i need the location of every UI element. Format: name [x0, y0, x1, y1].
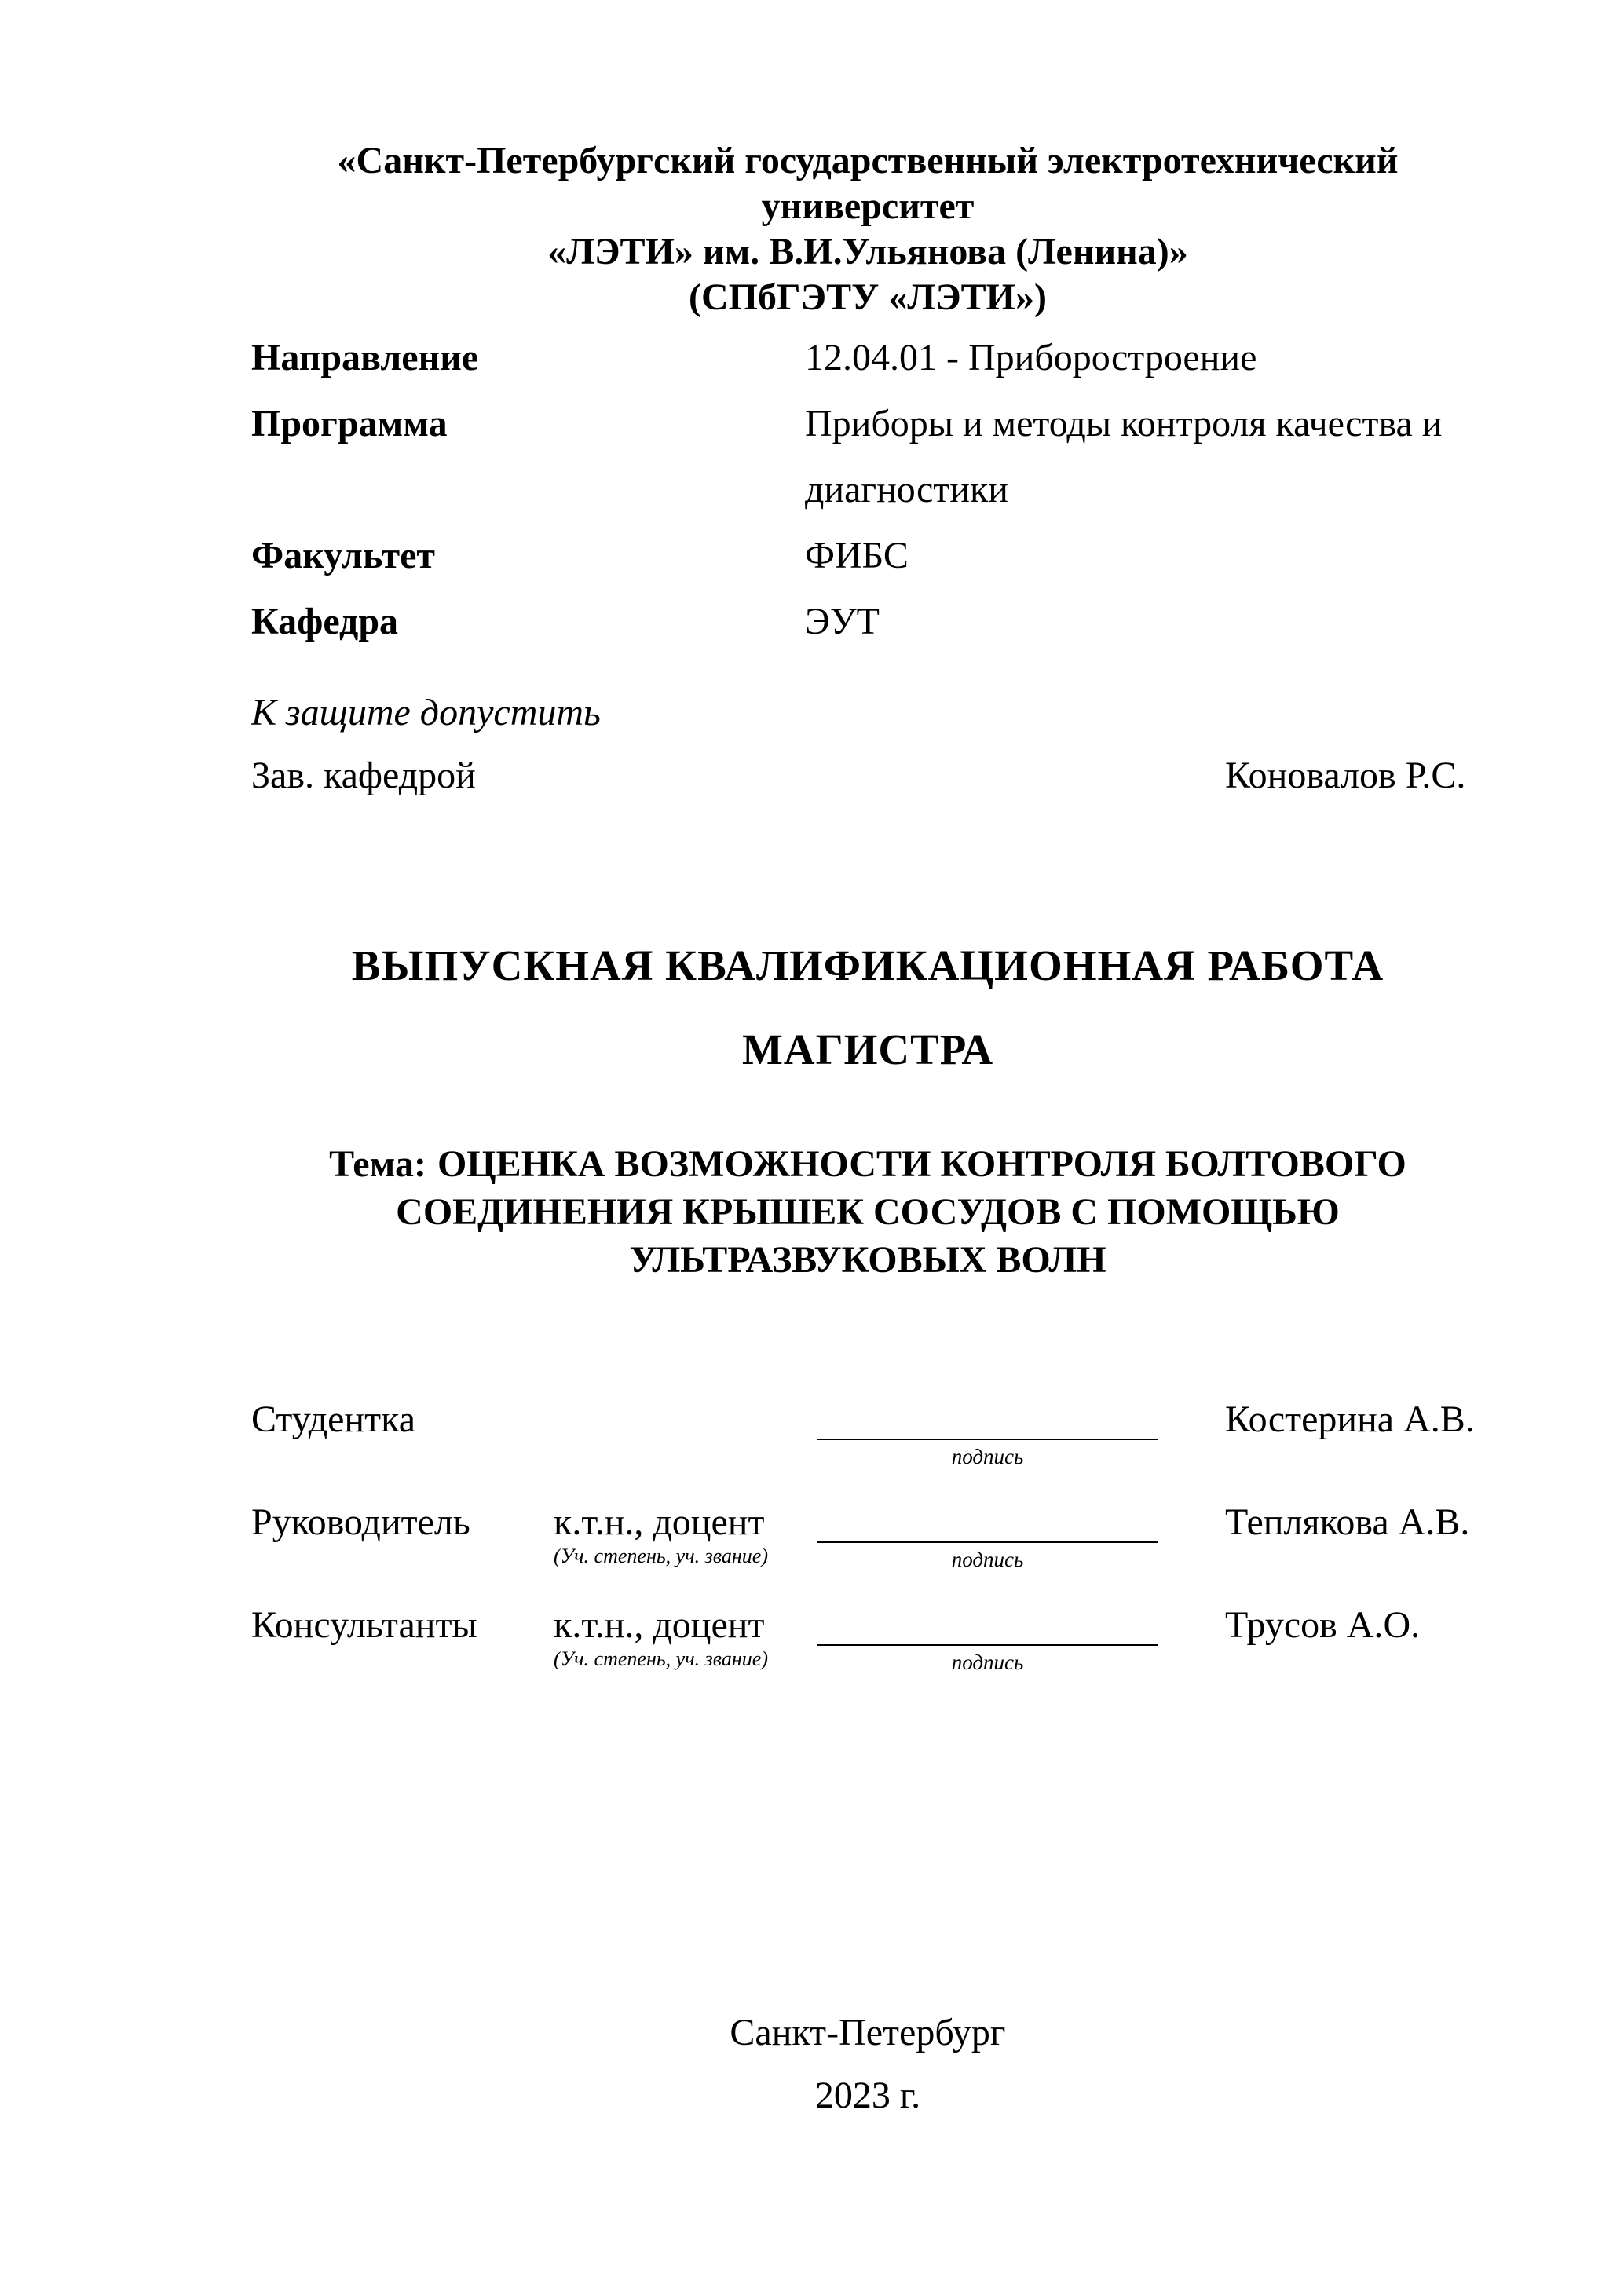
signature-caption-student: подпись	[951, 1445, 1024, 1468]
info-label-faculty: Факультет	[251, 535, 435, 576]
university-header-line-1: «Санкт-Петербургский государственный электротехнический университет	[337, 140, 1399, 227]
signature-degree-note-supervisor: (Уч. степень, уч. звание)	[554, 1545, 768, 1567]
signature-degree-supervisor: к.т.н., доцент	[554, 1501, 765, 1543]
signature-role-supervisor: Руководитель	[251, 1501, 470, 1543]
university-header-line-3: (СПбГЭТУ «ЛЭТИ»)	[689, 276, 1047, 318]
info-value-program: Приборы и методы контроля качества и диагностики	[805, 403, 1443, 510]
signature-caption-consultant: подпись	[951, 1651, 1024, 1674]
signature-degree-consultant: к.т.н., доцент	[554, 1604, 765, 1646]
signature-line-student	[817, 1399, 1158, 1440]
university-header-line-2: «ЛЭТИ» им. В.И.Ульянова (Ленина)»	[547, 231, 1188, 272]
footer-year: 2023 г.	[814, 2075, 921, 2116]
footer-block	[251, 2002, 1484, 2127]
theme-text-1: ОЦЕНКА ВОЗМОЖНОСТИ КОНТРОЛЯ БОЛТОВОГО	[437, 1143, 1406, 1185]
signature-row-consultant	[251, 1605, 1484, 1708]
theme-block	[251, 1140, 1484, 1284]
info-row-direction	[251, 325, 1484, 391]
department-head-name: Коновалов Р.С.	[1225, 755, 1466, 796]
theme-text-2: СОЕДИНЕНИЯ КРЫШЕК СОСУДОВ С ПОМОЩЬЮ	[396, 1191, 1340, 1233]
theme-label: Тема:	[329, 1143, 426, 1185]
department-head-label: Зав. кафедрой	[251, 755, 476, 796]
info-label-direction: Направление	[251, 337, 479, 378]
signature-degree-note-consultant: (Уч. степень, уч. звание)	[554, 1647, 768, 1670]
university-header	[251, 138, 1484, 320]
signature-role-student: Студентка	[251, 1398, 415, 1440]
info-value-department: ЭУТ	[805, 601, 880, 642]
signer-name-consultant: Трусов А.О.	[1225, 1604, 1421, 1646]
info-label-program: Программа	[251, 403, 448, 444]
work-title-line-1: ВЫПУСКНАЯ КВАЛИФИКАЦИОННАЯ РАБОТА	[351, 941, 1384, 989]
signature-row-student	[251, 1399, 1484, 1502]
info-value-direction: 12.04.01 - Приборостроение	[805, 337, 1257, 378]
signature-line-supervisor	[817, 1502, 1158, 1543]
signature-caption-supervisor: подпись	[951, 1548, 1024, 1571]
info-row-faculty	[251, 523, 1484, 589]
work-title	[251, 923, 1484, 1091]
info-row-program	[251, 391, 1484, 523]
signature-line-consultant	[817, 1605, 1158, 1646]
signature-role-consultant: Консультанты	[251, 1604, 477, 1646]
info-row-department	[251, 589, 1484, 655]
department-head-row	[251, 754, 1484, 798]
signatures-block	[251, 1399, 1484, 1708]
program-info-block	[251, 325, 1484, 655]
permit-line: К защите допустить	[251, 692, 601, 733]
theme-text-3: УЛЬТРАЗВУКОВЫХ ВОЛН	[629, 1239, 1106, 1281]
signer-name-student: Костерина А.В.	[1225, 1398, 1475, 1440]
info-label-department: Кафедра	[251, 601, 399, 642]
info-value-faculty: ФИБС	[805, 535, 909, 576]
signer-name-supervisor: Теплякова А.В.	[1225, 1501, 1470, 1543]
work-title-line-2: МАГИСТРА	[741, 1026, 994, 1073]
signature-row-supervisor	[251, 1502, 1484, 1605]
theme-line-1	[251, 1140, 1484, 1188]
footer-city: Санкт-Петербург	[730, 2012, 1006, 2053]
